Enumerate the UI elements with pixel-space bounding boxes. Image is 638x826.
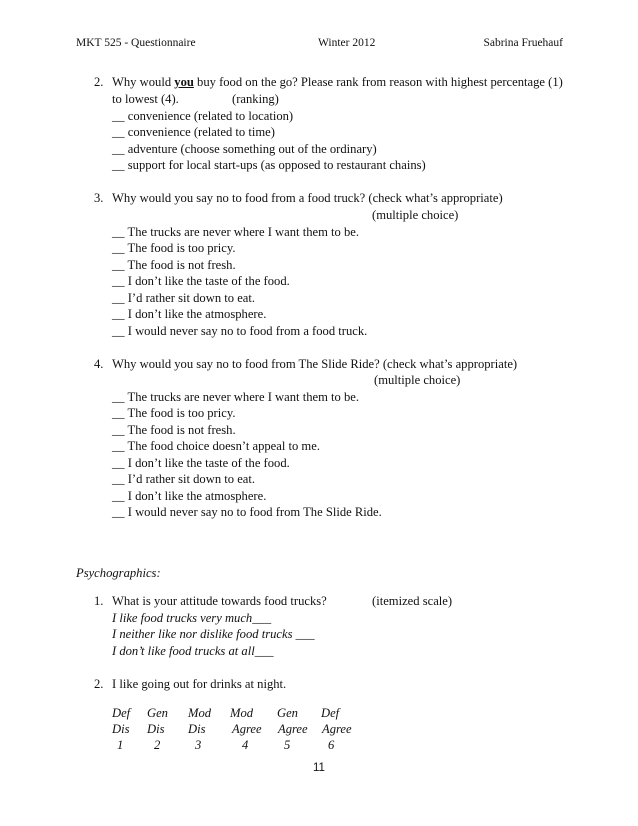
scale-label-5b: Agree — [278, 722, 308, 736]
q4-option-5: __ I don’t like the taste of the food. — [112, 456, 290, 470]
p1-option-3: I don’t like food trucks at all___ — [112, 644, 274, 658]
scale-label-3a: Mod — [188, 706, 212, 720]
scale-label-6b: Agree — [322, 722, 352, 736]
scale-label-4a: Mod — [230, 706, 254, 720]
q4-number: 4. — [94, 357, 104, 371]
q4-option-6: __ I’d rather sit down to eat. — [112, 472, 256, 486]
page-number: 11 — [313, 762, 325, 774]
q4-type: (multiple choice) — [374, 373, 461, 387]
p1-question: What is your attitude towards food trucks? — [112, 594, 327, 608]
scale-number-2: 2 — [154, 738, 161, 752]
p1-option-2: I neither like nor dislike food trucks ___ — [112, 627, 315, 641]
q4-option-3: __ The food is not fresh. — [112, 423, 236, 437]
scale-label-2b: Dis — [147, 722, 165, 736]
q3-number: 3. — [94, 191, 104, 205]
scale-label-5a: Gen — [277, 706, 298, 720]
scale-label-3b: Dis — [188, 722, 206, 736]
scale-label-1b: Dis — [112, 722, 130, 736]
q4-option-7: __ I don’t like the atmosphere. — [112, 489, 267, 503]
q2-option-4: __ support for local start-ups (as opposed to restaurant chains) — [112, 158, 426, 172]
q2-option-1: __ convenience (related to location) — [112, 109, 294, 123]
scale-label-6a: Def — [321, 706, 340, 720]
q2-text-a: Why would — [112, 75, 175, 89]
q3-option-6: __ I don’t like the atmosphere. — [112, 307, 267, 321]
q4-option-1: __ The trucks are never where I want them to be. — [112, 390, 359, 404]
p1-type: (itemized scale) — [372, 594, 453, 608]
q2-question-line2: to lowest (4). — [112, 92, 179, 106]
q2-number: 2. — [94, 75, 104, 89]
q3-option-1: __ The trucks are never where I want them to be. — [112, 225, 359, 239]
q3-option-4: __ I don’t like the taste of the food. — [112, 274, 290, 288]
scale-label-4b: Agree — [232, 722, 262, 736]
q2-option-2: __ convenience (related to time) — [112, 125, 275, 139]
q3-option-5: __ I’d rather sit down to eat. — [112, 291, 256, 305]
q4-question: Why would you say no to food from The Slide Ride? (check what’s appropriate) — [112, 357, 518, 371]
p1-number: 1. — [94, 594, 104, 608]
q2-text-b: buy food on the go? Please rank from reason with highest percentage (1) — [193, 75, 563, 89]
header-left: MKT 525 - Questionnaire — [76, 37, 196, 49]
q2-question — [112, 75, 563, 90]
q3-option-2: __ The food is too pricy. — [112, 241, 236, 255]
header-right: Sabrina Fruehauf — [483, 37, 563, 49]
q3-option-3: __ The food is not fresh. — [112, 258, 236, 272]
q4-option-4: __ The food choice doesn’t appeal to me. — [112, 439, 320, 453]
p2-question: I like going out for drinks at night. — [112, 677, 287, 691]
q2-text-emphasis: you — [174, 75, 194, 89]
q3-type: (multiple choice) — [372, 208, 459, 222]
scale-row-labels-2 — [0, 721, 638, 737]
q4-option-2: __ The food is too pricy. — [112, 406, 236, 420]
scale-number-4: 4 — [242, 738, 249, 752]
q3-question: Why would you say no to food from a food truck? (check what’s appropriate) — [112, 191, 503, 205]
scale-label-2a: Gen — [147, 706, 168, 720]
q3-option-7: __ I would never say no to food from a food truck. — [112, 324, 368, 338]
scale-row-labels-1 — [0, 705, 638, 721]
p1-option-1: I like food trucks very much___ — [112, 611, 272, 625]
scale-number-6: 6 — [328, 738, 335, 752]
header-center: Winter 2012 — [318, 37, 376, 49]
q4-option-8: __ I would never say no to food from The Slide Ride. — [112, 505, 382, 519]
scale-row-numbers — [0, 737, 638, 753]
q2-option-3: __ adventure (choose something out of the ordinary) — [112, 142, 377, 156]
p2-number: 2. — [94, 677, 104, 691]
scale-number-3: 3 — [195, 738, 202, 752]
section-heading: Psychographics: — [76, 566, 161, 580]
scale-number-1: 1 — [117, 738, 124, 752]
scale-label-1a: Def — [112, 706, 131, 720]
q2-type: (ranking) — [232, 92, 279, 106]
scale-number-5: 5 — [284, 738, 291, 752]
